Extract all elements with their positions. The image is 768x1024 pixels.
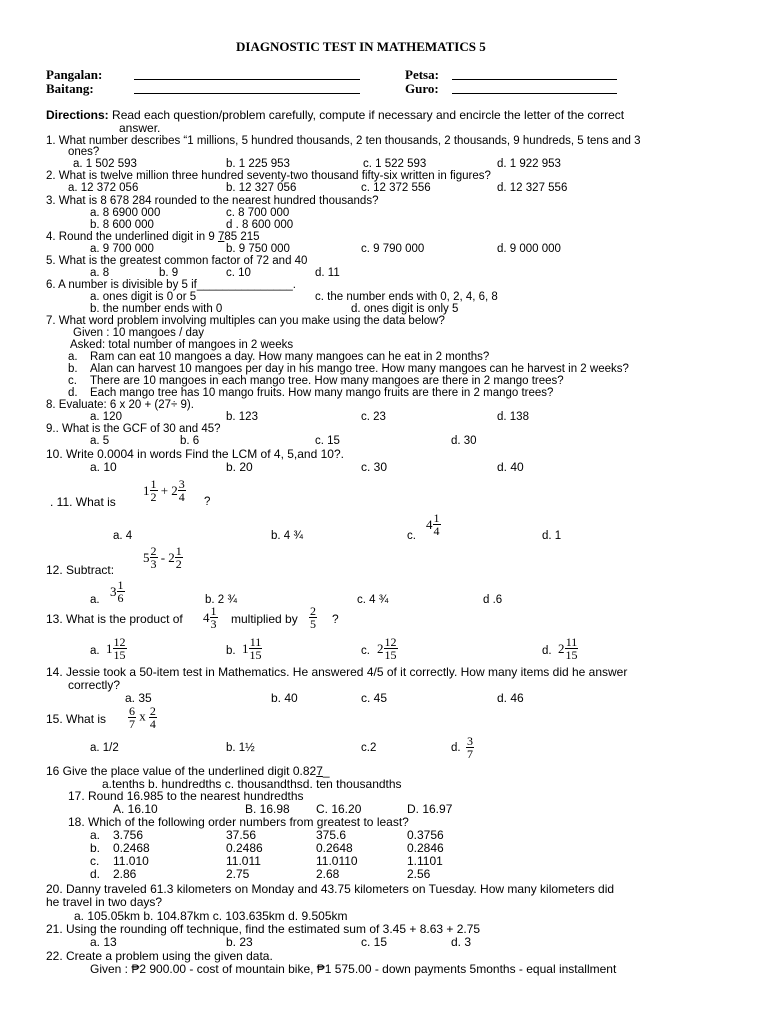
choice-6c[interactable]: c. the number ends with 0, 2, 4, 6, 8 [315,291,498,303]
numerator: 2 [150,544,157,558]
choice-2c[interactable]: c. 12 372 556 [361,182,431,194]
choice-11d[interactable]: d. 1 [542,530,562,542]
numerator: 2 [310,604,316,618]
numerator: 1 [210,604,217,618]
question-12: 12. Subtract: [46,563,115,577]
choice-4a[interactable]: a. 9 700 000 [90,243,154,255]
choice-12b[interactable]: b. 2 ¾ [205,594,237,606]
denominator: 15 [113,648,126,662]
choice-18c-val2: 11.011 [226,854,261,868]
choice-18a-val3: 375.6 [316,828,347,842]
whole-number: 1 [106,641,113,656]
numerator: 11 [565,635,578,649]
choice-9b[interactable]: b. 6 [180,435,200,447]
question-5: 5. What is the greatest common factor of 72 and 40 [46,255,308,267]
whole-number: 5 [143,550,150,565]
choice-18c-val3: 11.0110 [316,854,358,868]
denominator: 4 [178,490,185,504]
numerator: 3 [178,477,185,491]
question-4-text: 4. Round the underlined digit in 9 [46,231,218,243]
numerator: 12 [384,635,397,649]
mixed-number [171,478,186,503]
directions-text-cont: answer. [119,121,161,135]
choice-12a-value[interactable] [110,579,125,604]
choice-15a[interactable]: a. 1/2 [90,742,119,754]
q15-expression [128,705,157,730]
directions-label: Directions: [46,108,109,122]
baitang-label: Baitang: [46,81,94,96]
choice-10a[interactable]: a. 10 [90,460,117,474]
choice-3c[interactable]: c. 8 700 000 [226,207,290,219]
choice-1c[interactable]: c. 1 522 593 [363,158,427,170]
choice-17c[interactable]: C. 16.20 [316,802,362,816]
whole-number: 3 [110,584,117,599]
fraction [210,605,218,630]
choice-2a[interactable]: a. 12 372 056 [68,182,139,194]
choice-9c[interactable]: c. 15 [315,435,340,447]
choice-13b[interactable]: b. [226,645,236,657]
choice-13a-value[interactable] [106,636,127,661]
choice-10d[interactable]: d. 40 [497,460,524,474]
q11-expression [143,478,186,503]
plus-sign: + [160,483,169,498]
choice-10c[interactable]: c. 30 [361,460,388,474]
choice-4d[interactable]: d. 9 000 000 [497,243,561,255]
question-16-text: 16 Give the place value of the underlined digit 0.82 [46,764,317,778]
question-8: 8. Evaluate: 6 x 20 + (27÷ 9). [46,399,194,411]
choice-2d[interactable]: d. 12 327 556 [497,182,568,194]
mixed-number [168,545,183,570]
choice-7b[interactable]: Alan can harvest 10 mangoes per day in his mango tree. How many mangoes can he harvest in 2 weeks? [90,363,629,375]
choice-18d-val3: 2.68 [316,867,340,881]
choice-1d[interactable]: d. 1 922 953 [497,158,561,170]
numerator: 1 [117,578,124,592]
question-18: 18. Which of the following order numbers from greatest to least? [68,815,409,829]
fraction [433,512,441,537]
page-title: DIAGNOSTIC TEST IN MATHEMATICS 5 [236,39,486,54]
given-data-22: Given : ₱2 900.00 - cost of mountain bike, ₱1 575.00 - down payments 5months - equal installment [90,962,617,976]
choice-14d[interactable]: d. 46 [497,691,524,705]
choice-11c-value[interactable] [426,512,441,537]
choice-18d-val2: 2.75 [226,867,250,881]
minus-sign: - [160,550,166,565]
choice-6d[interactable]: d. ones digit is only 5 [351,303,459,315]
numerator: 2 [149,704,156,718]
choice-13c[interactable]: c. [361,645,370,657]
mixed-number [377,636,398,661]
choice-7a[interactable]: Ram can eat 10 mangoes a day. How many mangoes can he eat in 2 months? [90,351,490,363]
denominator: 4 [433,524,440,538]
choice-11b[interactable]: b. 4 ¾ [271,530,303,542]
fraction [128,705,136,730]
fraction [466,735,474,760]
choice-5b[interactable]: b. 9 [159,267,179,279]
choice-17b[interactable]: B. 16.98 [245,802,290,816]
choice-21b[interactable]: b. 23 [226,935,253,949]
choice-18c-letter: c. [90,854,100,868]
choice-15d[interactable]: d. [451,742,461,754]
denominator: 7 [467,747,473,761]
baitang-field[interactable] [134,82,360,98]
q13-question-mark: ? [332,612,339,626]
choice-3b[interactable]: b. 8 600 000 [90,219,154,231]
times-sign: x [139,708,146,724]
fraction [249,636,263,661]
choice-14a[interactable]: a. 35 [125,691,152,705]
choice-18b-val3: 0.2648 [316,841,353,855]
choice-7b-letter: b. [68,363,78,375]
given-data: Given : 10 mangoes / day [73,327,205,339]
choice-21a[interactable]: a. 13 [90,935,117,949]
asked-data: Asked: total number of mangoes in 2 weeks [70,339,294,351]
choice-18b[interactable]: 0.2468 [113,841,150,855]
choice-8c[interactable]: c. 23 [361,411,386,423]
choice-3d[interactable]: d . 8 600 000 [226,219,294,231]
choice-3a[interactable]: a. 8 6900 000 [90,207,161,219]
q13-mixed [203,605,218,630]
guro-label: Guro: [405,81,439,96]
mixed-number [242,636,263,661]
choice-5d[interactable]: d. 11 [315,267,340,279]
question-4-text-end: 85 215 [224,231,260,243]
choice-8d[interactable]: d. 138 [497,411,529,423]
denominator: 4 [149,717,156,731]
guro-field[interactable] [452,82,617,98]
choice-5a[interactable]: a. 8 [90,267,110,279]
choice-18d-val4: 2.56 [407,867,431,881]
question-3: 3. What is 8 678 284 rounded to the nearest hundred thousands? [46,195,379,207]
q13-fraction [309,605,317,630]
question-17: 17. Round 16.985 to the nearest hundredths [68,789,304,803]
mixed-number [558,636,579,661]
denominator: 7 [129,717,135,731]
denominator: 3 [150,557,157,571]
choice-18a-letter: a. [90,828,101,842]
denominator: 3 [210,617,217,631]
numerator: 1 [150,477,157,491]
choice-9d[interactable]: d. 30 [451,435,477,447]
fraction [117,579,125,604]
choice-18c[interactable]: 11.010 [113,854,149,868]
question-22: 22. Create a problem using the given data. [46,949,273,963]
fraction [113,636,127,661]
whole-number: 2 [168,550,175,565]
question-1-cont: ones? [68,146,100,158]
choice-11c[interactable]: c. [407,530,416,542]
question-21: 21. Using the rounding off technique, find the estimated sum of 3.45 + 8.63 + 2.75 [46,922,481,936]
mixed-number [143,478,158,503]
choice-10b[interactable]: b. 20 [226,460,253,474]
question-13-text: multiplied by [231,612,298,626]
numerator: 1 [175,544,182,558]
numerator: 12 [113,635,126,649]
choice-13d-value[interactable] [558,636,579,661]
numerator: 11 [249,635,262,649]
mixed-number [106,636,127,661]
choice-18a-val2: 37.56 [226,828,257,842]
question-15: 15. What is [46,712,107,726]
choice-18b-val4: 0.2846 [407,841,444,855]
question-20: 20. Danny traveled 61.3 kilometers on Monday and 43.75 kilometers on Tuesday. How many kilometers did [46,882,615,896]
q12-expression [143,545,183,570]
choice-8b[interactable]: b. 123 [226,411,258,423]
whole-number: 2 [171,483,178,498]
denominator: 15 [384,648,397,662]
choice-7d-letter: d. [68,387,78,399]
choice-13b-value[interactable] [242,636,263,661]
choice-5c[interactable]: c. 10 [226,267,251,279]
choice-13c-value[interactable] [377,636,398,661]
choice-18a-val4: 0.3756 [407,828,444,842]
denominator: 6 [117,591,124,605]
choice-13a[interactable]: a. [90,645,100,657]
fraction [175,545,183,570]
numerator: 6 [129,704,135,718]
whole-number: 2 [558,641,565,656]
choice-18b-letter: b. [90,841,101,855]
pangalan-label: Pangalan: [46,67,103,82]
fraction [150,545,158,570]
question-10: 10. Write 0.0004 in words Find the LCM of 4, 5,and 10?. [46,447,344,461]
choice-7d[interactable]: Each mango tree has 10 mango fruits. How many mango fruits are there in 2 mango trees? [90,387,554,399]
choice-15b[interactable]: b. 1½ [226,742,255,754]
choice-6a[interactable]: a. ones digit is 0 or 5 [90,291,197,303]
numerator: 3 [467,734,473,748]
choice-18a[interactable]: 3.756 [113,828,144,842]
choice-14c[interactable]: c. 45 [361,691,388,705]
choice-14b[interactable]: b. 40 [271,691,298,705]
fraction [150,478,158,503]
choice-15c[interactable]: c.2 [361,742,377,754]
fraction [565,636,579,661]
question-14-cont: correctly? [68,678,121,692]
denominator: 5 [310,617,316,631]
choice-17d[interactable]: D. 16.97 [407,802,453,816]
question-11: . 11. What is [50,495,116,509]
choice-21c[interactable]: c. 15 [361,935,388,949]
question-6: 6. A number is divisible by 5 if_______________. [46,279,296,291]
choice-7a-letter: a. [68,351,78,363]
question-13: 13. What is the product of [46,612,183,626]
directions-text: Read each question/problem carefully, compute if necessary and encircle the letter of the correct [112,108,625,122]
q11-question-mark: ? [204,496,211,508]
denominator: 2 [175,557,182,571]
choice-12a[interactable]: a. [90,594,100,606]
denominator: 2 [150,490,157,504]
underlined-digit: 7 [217,231,225,243]
choice-18d[interactable]: 2.86 [113,867,137,881]
fraction [384,636,398,661]
fraction [309,605,317,630]
choice-1a[interactable]: a. 1 502 593 [73,158,137,170]
underlined-digit: 7 [316,764,323,778]
mixed-number [426,512,441,537]
whole-number: 4 [203,610,210,625]
denominator: 15 [249,648,262,662]
mixed-number [110,579,125,604]
choice-18d-letter: d. [90,867,101,881]
choice-12d[interactable]: d .6 [483,594,503,606]
choice-15d-value[interactable] [466,735,474,760]
choice-21d[interactable]: d. 3 [451,935,472,949]
question-14: 14. Jessie took a 50-item test in Mathematics. He answered 4/5 of it correctly. How many items did he answer [46,665,628,679]
denominator: 15 [565,648,578,662]
choice-7c-letter: c. [68,375,77,387]
question-16-blank: _ [322,764,330,778]
whole-number: 1 [143,483,150,498]
choice-18c-val4: 1.1101 [407,854,443,868]
question-7: 7. What word problem involving multiples can you make using the data below? [46,315,445,327]
choice-6b[interactable]: b. the number ends with 0 [90,303,223,315]
whole-number: 2 [377,641,384,656]
numerator: 1 [433,511,440,525]
choice-12c[interactable]: c. 4 ¾ [357,594,389,606]
question-9: 9.. What is the GCF of 30 and 45? [46,423,221,435]
choice-4c[interactable]: c. 9 790 000 [361,243,425,255]
choices-16[interactable]: a.tenths b. hundredths c. thousandthsd. ten thousandths [102,777,402,791]
choice-4b[interactable]: b. 9 750 000 [226,243,290,255]
choice-18b-val2: 0.2486 [226,841,263,855]
mixed-number [203,605,218,630]
petsa-label: Petsa: [405,67,439,82]
fraction [178,478,186,503]
choice-17a[interactable]: A. 16.10 [113,802,158,816]
choice-13d[interactable]: d. [542,645,552,657]
choice-1b[interactable]: b. 1 225 953 [226,158,290,170]
choice-7c[interactable]: There are 10 mangoes in each mango tree. How many mangoes are there in 2 mango trees? [90,375,564,387]
choice-8a[interactable]: a. 120 [90,411,122,423]
whole-number: 4 [426,517,433,532]
whole-number: 1 [242,641,249,656]
question-20-cont: he travel in two days? [46,895,163,909]
choices-20[interactable]: a. 105.05km b. 104.87km c. 103.635km d. 9.505km [74,909,348,923]
choice-2b[interactable]: b. 12 327 056 [226,182,297,194]
choice-9a[interactable]: a. 5 [90,435,110,447]
question-1: 1. What number describes “1 millions, 5 hundred thousands, 2 ten thousands, 2 thousands, 9 hundreds, 5 tens and 3 [46,135,641,147]
choice-11a[interactable]: a. 4 [113,530,133,542]
mixed-number [143,545,158,570]
question-2: 2. What is twelve million three hundred seventy-two thousand fifty-six written in figures? [46,170,491,182]
fraction [149,705,157,730]
